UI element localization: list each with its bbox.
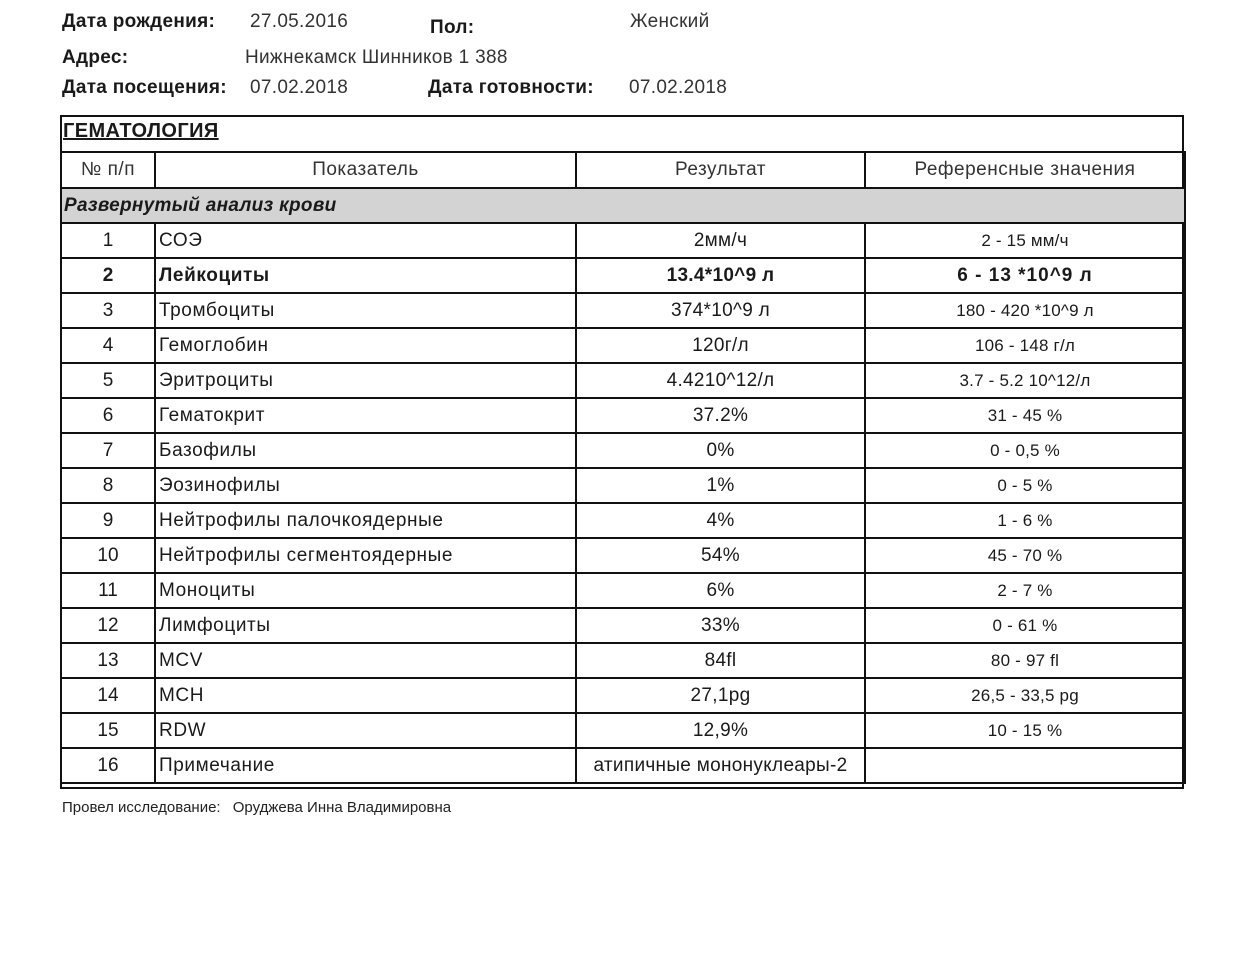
row-result: 37.2% bbox=[576, 398, 865, 433]
row-indicator: RDW bbox=[155, 713, 576, 748]
row-indicator: Моноциты bbox=[155, 573, 576, 608]
column-header-reference: Референсные значения bbox=[865, 152, 1185, 188]
row-number: 13 bbox=[61, 643, 155, 678]
row-number: 12 bbox=[61, 608, 155, 643]
group-title: Развернутый анализ крови bbox=[61, 188, 1185, 223]
row-reference: 45 - 70 % bbox=[865, 538, 1185, 573]
row-number: 15 bbox=[61, 713, 155, 748]
table-row bbox=[61, 258, 1185, 293]
table-row bbox=[61, 293, 1185, 328]
row-reference: 80 - 97 fl bbox=[865, 643, 1185, 678]
row-number: 8 bbox=[61, 468, 155, 503]
row-number: 16 bbox=[61, 748, 155, 783]
visit-date-label: Дата посещения: bbox=[62, 77, 227, 98]
row-number: 2 bbox=[61, 258, 155, 293]
row-reference: 0 - 0,5 % bbox=[865, 433, 1185, 468]
dob-label: Дата рождения: bbox=[62, 11, 216, 32]
dob-value: 27.05.2016 bbox=[250, 11, 349, 32]
row-reference: 0 - 61 % bbox=[865, 608, 1185, 643]
table-row bbox=[61, 363, 1185, 398]
row-indicator: MCV bbox=[155, 643, 576, 678]
footer bbox=[62, 799, 459, 816]
table-row bbox=[61, 223, 1185, 258]
table-row bbox=[61, 643, 1185, 678]
row-number: 7 bbox=[61, 433, 155, 468]
row-indicator: СОЭ bbox=[155, 223, 576, 258]
row-number: 11 bbox=[61, 573, 155, 608]
footer-name: Оруджева Инна Владимировна bbox=[232, 799, 452, 816]
row-indicator: Примечание bbox=[155, 748, 576, 783]
row-result: 27,1pg bbox=[576, 678, 865, 713]
row-indicator: Нейтрофилы сегментоядерные bbox=[155, 538, 576, 573]
row-result: 374*10^9 л bbox=[576, 293, 865, 328]
row-number: 5 bbox=[61, 363, 155, 398]
table-row bbox=[61, 713, 1185, 748]
ready-date-label: Дата готовности: bbox=[428, 77, 594, 98]
row-indicator: Гемоглобин bbox=[155, 328, 576, 363]
row-result: 4% bbox=[576, 503, 865, 538]
table-row bbox=[61, 503, 1185, 538]
row-number: 14 bbox=[61, 678, 155, 713]
row-reference bbox=[865, 748, 1185, 783]
row-result: 120г/л bbox=[576, 328, 865, 363]
row-result: 54% bbox=[576, 538, 865, 573]
row-reference: 6 - 13 *10^9 л bbox=[865, 258, 1185, 293]
row-number: 6 bbox=[61, 398, 155, 433]
row-number: 3 bbox=[61, 293, 155, 328]
row-result: 12,9% bbox=[576, 713, 865, 748]
row-reference: 26,5 - 33,5 pg bbox=[865, 678, 1185, 713]
hematology-report bbox=[60, 115, 1184, 789]
row-indicator: Лейкоциты bbox=[155, 258, 576, 293]
row-number: 10 bbox=[61, 538, 155, 573]
row-result: 84fl bbox=[576, 643, 865, 678]
row-result: 2мм/ч bbox=[576, 223, 865, 258]
column-header-indicator: Показатель bbox=[155, 152, 576, 188]
row-indicator: Нейтрофилы палочкоядерные bbox=[155, 503, 576, 538]
row-reference: 0 - 5 % bbox=[865, 468, 1185, 503]
address-value: Нижнекамск Шинников 1 388 bbox=[245, 47, 508, 68]
section-title: ГЕМАТОЛОГИЯ bbox=[63, 120, 219, 142]
table-row bbox=[61, 608, 1185, 643]
row-result: 33% bbox=[576, 608, 865, 643]
row-indicator: Тромбоциты bbox=[155, 293, 576, 328]
sex-value: Женский bbox=[630, 11, 710, 32]
results-table bbox=[60, 151, 1186, 784]
row-indicator: Эритроциты bbox=[155, 363, 576, 398]
sex-label: Пол: bbox=[430, 17, 475, 38]
address-label: Адрес: bbox=[62, 47, 129, 68]
footer-label: Провел исследование: bbox=[62, 799, 221, 816]
row-result: 13.4*10^9 л bbox=[576, 258, 865, 293]
table-row bbox=[61, 328, 1185, 363]
row-result: 6% bbox=[576, 573, 865, 608]
visit-date-value: 07.02.2018 bbox=[250, 77, 349, 98]
row-result: атипичные мононуклеары-2 bbox=[576, 748, 865, 783]
table-row bbox=[61, 573, 1185, 608]
row-reference: 2 - 7 % bbox=[865, 573, 1185, 608]
row-reference: 10 - 15 % bbox=[865, 713, 1185, 748]
row-number: 4 bbox=[61, 328, 155, 363]
row-reference: 180 - 420 *10^9 л bbox=[865, 293, 1185, 328]
row-result: 1% bbox=[576, 468, 865, 503]
column-header-result: Результат bbox=[576, 152, 865, 188]
row-result: 4.4210^12/л bbox=[576, 363, 865, 398]
row-indicator: Базофилы bbox=[155, 433, 576, 468]
row-indicator: Гематокрит bbox=[155, 398, 576, 433]
group-row bbox=[61, 188, 1185, 223]
row-reference: 2 - 15 мм/ч bbox=[865, 223, 1185, 258]
table-row bbox=[61, 538, 1185, 573]
row-reference: 3.7 - 5.2 10^12/л bbox=[865, 363, 1185, 398]
row-result: 0% bbox=[576, 433, 865, 468]
row-reference: 31 - 45 % bbox=[865, 398, 1185, 433]
table-header-row bbox=[61, 152, 1185, 188]
row-indicator: Эозинофилы bbox=[155, 468, 576, 503]
column-header-number: № п/п bbox=[61, 152, 155, 188]
row-number: 9 bbox=[61, 503, 155, 538]
row-reference: 106 - 148 г/л bbox=[865, 328, 1185, 363]
ready-date-value: 07.02.2018 bbox=[629, 77, 728, 98]
table-row bbox=[61, 748, 1185, 783]
row-indicator: Лимфоциты bbox=[155, 608, 576, 643]
table-row bbox=[61, 678, 1185, 713]
row-reference: 1 - 6 % bbox=[865, 503, 1185, 538]
table-row bbox=[61, 433, 1185, 468]
row-indicator: MCH bbox=[155, 678, 576, 713]
table-row bbox=[61, 398, 1185, 433]
table-row bbox=[61, 468, 1185, 503]
row-number: 1 bbox=[61, 223, 155, 258]
